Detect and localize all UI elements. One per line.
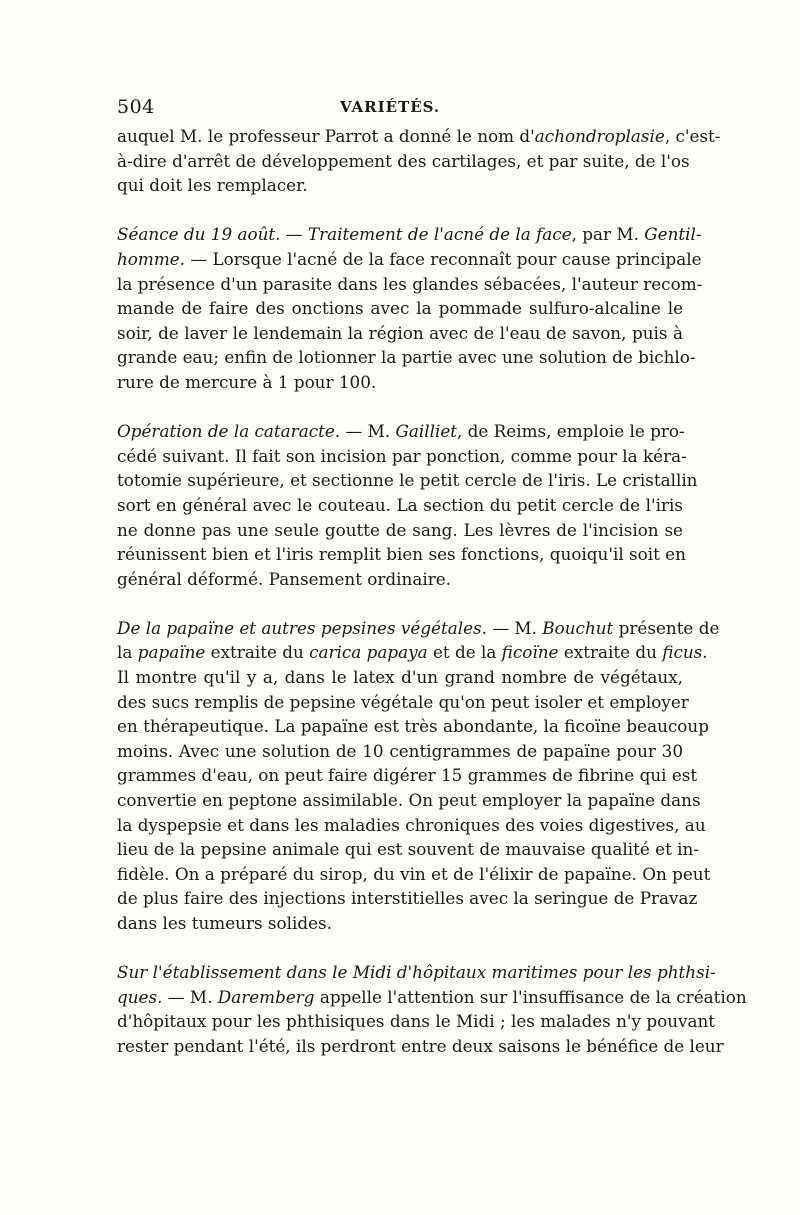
text-line <box>117 788 701 813</box>
text-segment: grande eau; enfin de lotionner la partie avec une solution de bichlo- <box>117 347 696 368</box>
text-line <box>117 616 720 641</box>
italic-text: Séance du 19 août. — Traitement de l'acné de la face <box>117 224 572 245</box>
text-segment: extraite du <box>558 642 663 663</box>
text-segment: et de la <box>427 642 502 663</box>
text-segment: Il montre qu'il y a, dans le latex d'un grand nombre de végétaux, <box>117 667 683 688</box>
text-line <box>117 149 690 174</box>
italic-text: papaïne <box>137 642 206 663</box>
italic-text: achondroplasie <box>534 126 665 146</box>
text-segment: général déformé. Pansement ordinaire. <box>117 568 451 589</box>
text-segment: — M. <box>486 617 543 638</box>
text-segment: en thérapeutique. La papaïne est très abondante, la ficoïne beaucoup <box>117 716 709 737</box>
text-segment: cédé suivant. Il fait son incision par ponction, comme pour la kéra- <box>117 445 687 466</box>
paragraph-papaine <box>117 616 720 936</box>
text-segment: dans les tumeurs solides. <box>117 913 332 933</box>
italic-text: Sur l'établissement dans le Midi d'hôpitaux maritimes pour les phthsi- <box>117 962 716 983</box>
text-segment: mande de faire des onctions avec la pommade sulfuro-alcaline le <box>117 298 683 319</box>
text-line <box>117 763 698 788</box>
text-segment: , par M. <box>571 224 645 245</box>
italic-text: Gentil- <box>644 224 702 245</box>
paragraph-gap <box>117 591 683 616</box>
text-line <box>117 813 706 838</box>
text-line <box>117 173 683 198</box>
italic-text: Opération de la cataracte. <box>117 421 341 442</box>
text-segment: — M. <box>162 986 218 1007</box>
text-line <box>117 124 721 149</box>
text-line <box>117 640 708 665</box>
text-line <box>117 419 683 444</box>
italic-text: ficoïne <box>501 642 559 663</box>
paragraph-cataract-operation <box>117 419 698 591</box>
text-line <box>117 567 683 592</box>
text-line <box>117 1009 716 1034</box>
page-number: 504 <box>117 96 155 118</box>
italic-text: ques. <box>117 986 163 1007</box>
text-segment: qui doit les remplacer. <box>117 175 308 196</box>
text-line <box>117 542 686 567</box>
text-line <box>117 1034 724 1059</box>
text-segment: totomie supérieure, et sectionne le petit cercle de l'iris. Le cristallin <box>117 470 698 491</box>
text-line <box>117 862 711 887</box>
text-line <box>117 247 702 272</box>
text-segment: présente de <box>613 617 720 638</box>
text-line <box>117 296 683 321</box>
text-line <box>117 714 709 739</box>
text-line <box>117 272 703 297</box>
text-line <box>117 444 687 469</box>
text-line <box>117 960 716 985</box>
text-line <box>117 321 683 346</box>
text-segment: convertie en peptone assimilable. On peut employer la papaïne dans <box>117 790 701 811</box>
italic-text: De la papaïne et autres pepsines végétales. <box>117 617 487 638</box>
text-segment: réunissent bien et l'iris remplit bien ses fonctions, quoiqu'il soit en <box>117 544 686 565</box>
text-line <box>117 886 698 911</box>
text-segment: lieu de la pepsine animale qui est souvent de mauvaise qualité et in- <box>117 839 700 860</box>
text-segment: la <box>117 642 138 663</box>
text-line <box>117 739 683 764</box>
text-line <box>117 468 698 493</box>
italic-text: Bouchut <box>542 617 614 638</box>
text-segment: d'hôpitaux pour les phthisiques dans le Midi ; les malades n'y pouvant <box>117 1011 716 1032</box>
italic-text: Daremberg <box>217 986 315 1007</box>
running-head: VARIÉTÉS. <box>340 98 441 116</box>
text-line <box>117 345 696 370</box>
text-segment: appelle l'attention sur l'insuffisance de la création <box>314 986 747 1007</box>
text-line <box>117 518 683 543</box>
italic-text: Gailliet <box>395 421 457 442</box>
italic-text: ficus. <box>662 642 708 663</box>
text-segment: rester pendant l'été, ils perdront entre deux saisons le bénéfice de leur <box>117 1035 724 1056</box>
text-segment: — M. <box>340 421 396 442</box>
page-header <box>117 96 683 120</box>
text-segment: fidèle. On a préparé du sirop, du vin et de l'élixir de papaïne. On peut <box>117 863 711 884</box>
text-segment: soir, de laver le lendemain la région avec de l'eau de savon, puis à <box>117 322 683 343</box>
italic-text: carica papaya <box>309 642 428 663</box>
paragraph-gap <box>117 936 683 961</box>
paragraph-acne-treatment <box>117 222 703 394</box>
text-segment: des sucs remplis de pepsine végétale qu'on peut isoler et employer <box>117 691 689 712</box>
text-line <box>117 985 747 1010</box>
text-segment: rure de mercure à 1 pour 100. <box>117 371 377 392</box>
paragraph-gap <box>117 198 683 223</box>
paragraph-achondroplasie <box>117 124 721 198</box>
text-segment: grammes d'eau, on peut faire digérer 15 grammes de fibrine qui est <box>117 765 698 786</box>
text-segment: , c'est- <box>664 126 721 146</box>
text-line <box>117 837 700 862</box>
text-segment: extraite du <box>205 642 310 663</box>
text-line <box>117 222 702 247</box>
text-segment: auquel M. le professeur Parrot a donné le nom d' <box>117 126 535 146</box>
text-segment: la dyspepsie et dans les maladies chroniques des voies digestives, au <box>117 814 706 835</box>
text-line <box>117 493 683 518</box>
text-segment: moins. Avec une solution de 10 centigrammes de papaïne pour 30 <box>117 740 683 761</box>
text-segment: ne donne pas une seule goutte de sang. Les lèvres de l'incision se <box>117 519 683 540</box>
text-segment: la présence d'un parasite dans les glandes sébacées, l'auteur recom- <box>117 273 703 294</box>
body-text <box>117 124 747 1059</box>
text-segment: à-dire d'arrêt de développement des cartilages, et par suite, de l'os <box>117 150 690 171</box>
text-line <box>117 370 683 395</box>
paragraph-maritime-hospitals <box>117 960 747 1058</box>
text-line <box>117 911 683 936</box>
text-segment: — Lorsque l'acné de la face reconnaît pour cause principale <box>185 248 702 269</box>
text-line <box>117 665 683 690</box>
paragraph-gap <box>117 395 683 420</box>
text-line <box>117 690 689 715</box>
text-segment: , de Reims, emploie le pro- <box>457 421 685 442</box>
text-segment: sort en général avec le couteau. La section du petit cercle de l'iris <box>117 494 683 515</box>
italic-text: homme. <box>117 248 186 269</box>
text-segment: de plus faire des injections interstitielles avec la seringue de Pravaz <box>117 888 698 909</box>
